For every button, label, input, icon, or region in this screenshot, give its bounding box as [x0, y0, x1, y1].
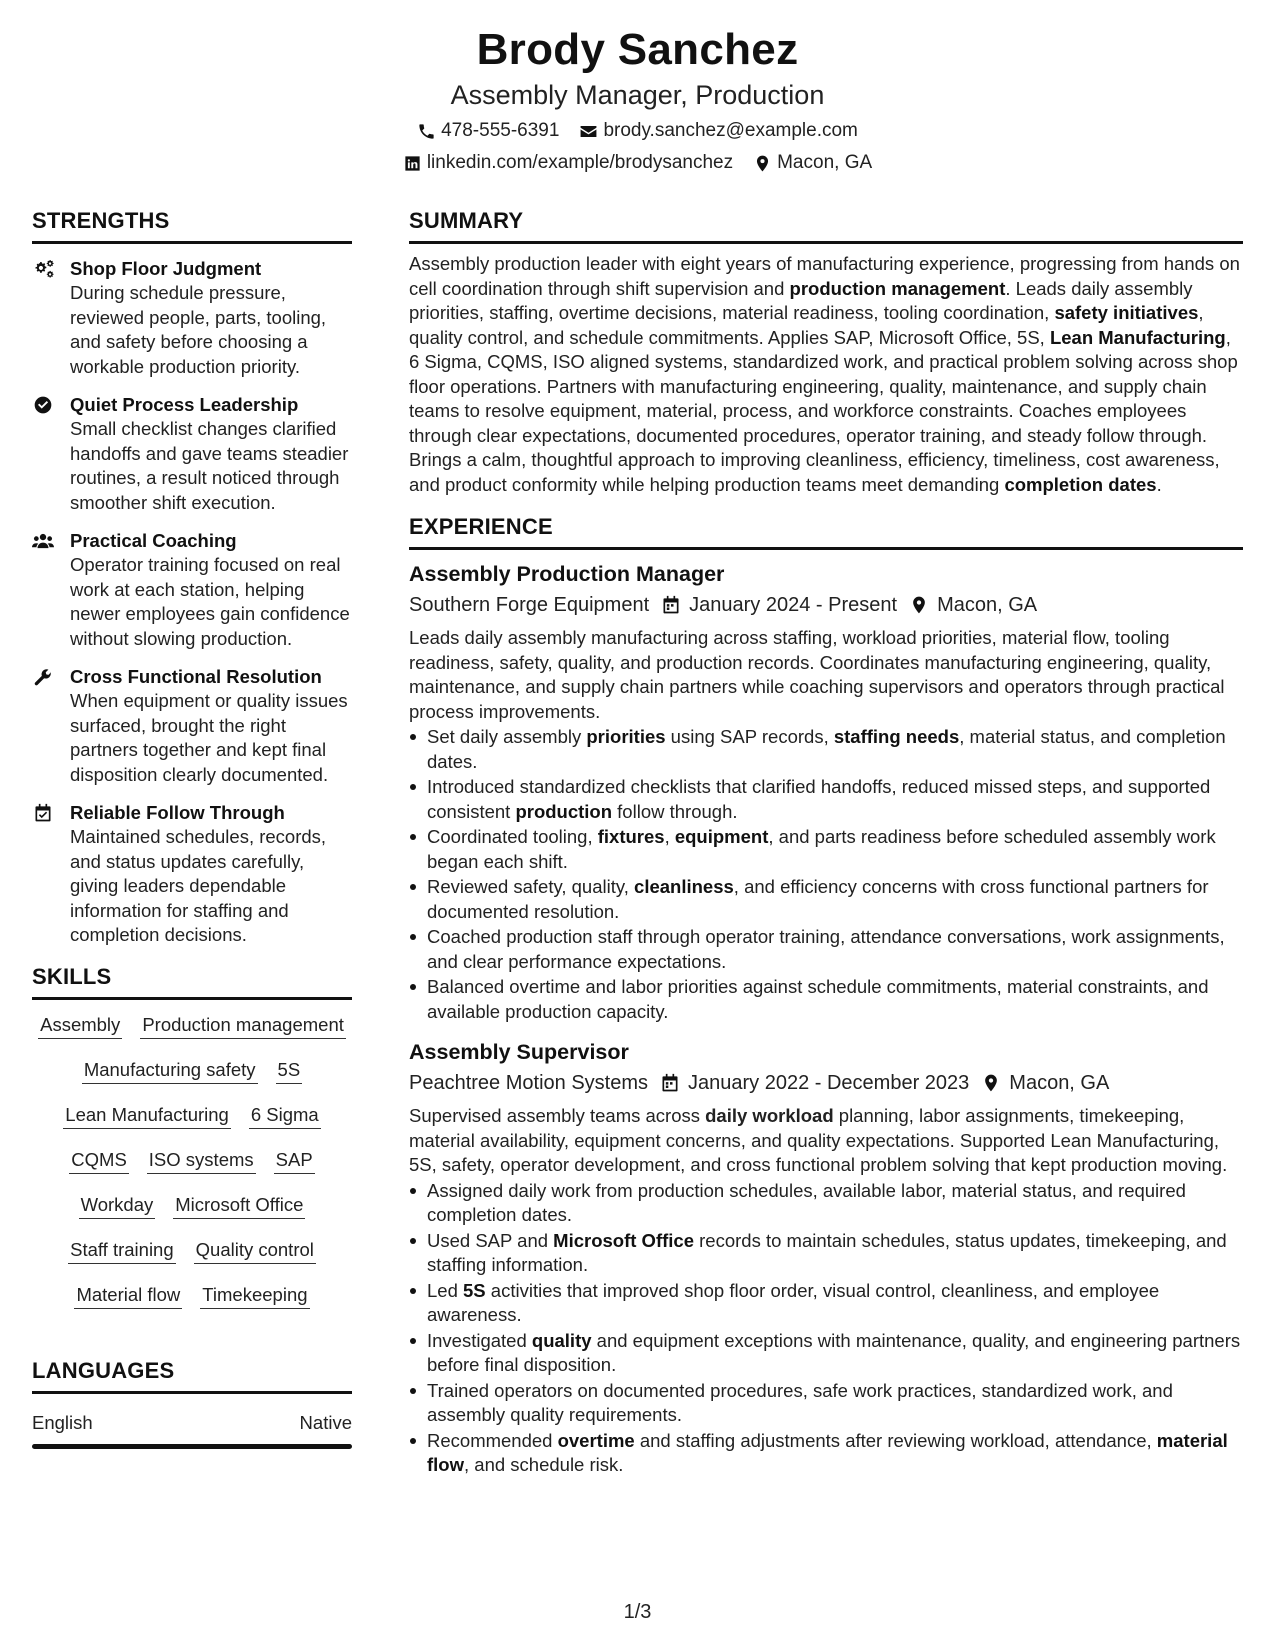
- text-run: Balanced overtime and labor priorities against schedule commitments, material constraints, and available production capacity.: [427, 976, 1209, 1022]
- bullet-item: [409, 1229, 1243, 1278]
- language-level-bar: [32, 1444, 352, 1449]
- email-text[interactable]: brody.sanchez@example.com: [603, 120, 858, 141]
- skill-tag: Lean Manufacturing: [63, 1104, 231, 1129]
- strength-item: [32, 800, 352, 948]
- linkedin-contact[interactable]: [403, 150, 733, 176]
- skill-tag: Manufacturing safety: [82, 1059, 258, 1084]
- bullet-item: [409, 1379, 1243, 1428]
- calendar-icon: [661, 595, 681, 615]
- job-bullets: [409, 725, 1243, 1024]
- job-location: Macon, GA: [1009, 1072, 1110, 1094]
- email-contact[interactable]: [579, 118, 857, 144]
- bold-keyword: Lean Manufacturing: [1049, 326, 1226, 348]
- bold-keyword: Microsoft Office: [553, 1229, 694, 1251]
- text-run: planning, labor assignments, timekeeping, material availability, equipment concerns, and quality expectations. Supported Lean Manufacturing, 5S, safety, operator development, and cross functional problem solving that kept production moving.: [409, 1105, 1228, 1175]
- skill-tag: Assembly: [38, 1014, 122, 1039]
- bullet-item: [409, 925, 1243, 974]
- bullet-item: [409, 825, 1243, 874]
- bullet-item: [409, 1179, 1243, 1228]
- linkedin-icon: [403, 154, 422, 173]
- job-description: [409, 1104, 1243, 1178]
- job-company: Peachtree Motion Systems: [409, 1072, 648, 1094]
- job-bullets: [409, 1179, 1243, 1478]
- map-pin-icon: [981, 1073, 1001, 1093]
- text-run: activities that improved shop floor order, visual control, cleanliness, and employee awareness.: [427, 1279, 1160, 1325]
- text-run: Led: [427, 1279, 464, 1301]
- text-run: using SAP records,: [665, 726, 834, 747]
- skill-tag: ISO systems: [147, 1149, 256, 1174]
- strength-title: Shop Floor Judgment: [70, 258, 262, 279]
- strength-item: [32, 392, 352, 515]
- text-run: Assigned daily work from production schedules, available labor, material status, and required completion dates.: [427, 1179, 1186, 1225]
- bold-keyword: 5S: [463, 1279, 486, 1301]
- skill-tag: 6 Sigma: [249, 1104, 321, 1129]
- resume-header: [0, 22, 1275, 176]
- job-location: Macon, GA: [937, 594, 1038, 616]
- text-run: Assembly production leader with eight years of manufacturing experience, progressing from hands on cell coordination through shift supervision and: [409, 253, 1240, 299]
- bold-keyword: completion dates: [1004, 473, 1157, 495]
- text-run: and equipment exceptions with maintenance, quality, and engineering partners before final disposition.: [427, 1329, 1241, 1375]
- right-column: [409, 205, 1243, 1478]
- strength-item: [32, 256, 352, 379]
- bold-keyword: daily workload: [705, 1105, 834, 1126]
- text-run: records to maintain schedules, status updates, timekeeping, and staffing information.: [427, 1229, 1227, 1275]
- language-name: English: [32, 1411, 93, 1433]
- strength-item: [32, 528, 352, 651]
- bullet-item: [409, 1429, 1243, 1478]
- skill-tag: SAP: [274, 1149, 315, 1174]
- candidate-name: Brody Sanchez: [476, 25, 799, 74]
- phone-contact: [417, 118, 559, 144]
- skill-tag: Microsoft Office: [173, 1194, 305, 1219]
- text-run: .: [1156, 473, 1162, 495]
- strength-description: Operator training focused on real work at each station, helping newer employees gain confidence without slowing production.: [70, 554, 350, 649]
- text-run: Introduced standardized checklists that clarified handoffs, reduced missed steps, and supported consistent: [427, 776, 1211, 822]
- skills-section: [32, 961, 352, 1309]
- text-run: Used SAP and: [427, 1229, 554, 1251]
- skills-heading: SKILLS: [32, 961, 352, 1000]
- linkedin-text[interactable]: linkedin.com/example/brodysanchez: [426, 152, 734, 173]
- strength-item: [32, 664, 352, 787]
- map-pin-icon: [909, 595, 929, 615]
- bold-keyword: priorities: [586, 726, 666, 747]
- text-run: , material status, and completion dates.: [427, 726, 1226, 772]
- strength-title: Cross Functional Resolution: [70, 666, 322, 687]
- text-run: , 6 Sigma, CQMS, ISO aligned systems, standardized work, and practical problem solving across shop floor operations. Partners with manufacturing engineering, quality, maintenance, and supply chain teams to resolve equipment, material, process, and workforce constraints. Coaches employees through clear expectations, documented procedures, operator training, and steady follow through. Brings a calm, thoughtful approach to improving cleanliness, efficiency, timeliness, cost awareness, and product conformity while helping production teams meet demanding: [409, 326, 1238, 495]
- bold-keyword: quality: [531, 1329, 592, 1351]
- text-run: Coached production staff through operator training, attendance conversations, work assignments, and clear performance expectations.: [427, 926, 1225, 972]
- location-contact: [753, 150, 872, 176]
- text-run: , and schedule risk.: [464, 1454, 624, 1475]
- strengths-list: [32, 256, 352, 948]
- strength-description: Maintained schedules, records, and status updates carefully, giving leaders dependable information for staffing and completion decisions.: [70, 826, 327, 945]
- text-run: , and efficiency concerns with cross functional partners for documented resolution.: [427, 876, 1209, 922]
- bold-keyword: material flow: [427, 1429, 1228, 1475]
- bold-keyword: fixtures: [597, 826, 665, 847]
- summary-heading: SUMMARY: [409, 205, 1243, 244]
- text-run: Set daily assembly: [427, 726, 587, 747]
- strength-description: Small checklist changes clarified handoffs and gave teams steadier routines, a result noticed through smoother shift execution.: [70, 418, 349, 513]
- job-dates: January 2022 - December 2023: [688, 1072, 970, 1094]
- bold-keyword: safety initiatives: [1054, 302, 1199, 323]
- text-run: Leads daily assembly manufacturing across staffing, workload priorities, material flow, tooling readiness, safety, quality, and production records. Coordinates manufacturing engineering, quality, maintenance, and supply chain partners while coaching supervisors and operators through practical process improvements.: [409, 627, 1225, 722]
- bullet-item: [409, 875, 1243, 924]
- strength-title: Quiet Process Leadership: [70, 394, 299, 415]
- text-run: Investigated: [427, 1329, 532, 1351]
- bold-keyword: production management: [789, 277, 1006, 299]
- bold-keyword: cleanliness: [634, 876, 734, 897]
- languages-section: [32, 1355, 352, 1449]
- map-pin-icon: [753, 154, 772, 173]
- contact-row-1: [0, 118, 1275, 144]
- job-dates: January 2024 - Present: [689, 594, 898, 616]
- text-run: Trained operators on documented procedures, safe work practices, standardized work, and assembly quality requirements.: [427, 1379, 1173, 1425]
- phone-icon: [417, 122, 436, 141]
- strength-title: Practical Coaching: [70, 530, 237, 551]
- skill-tag: Quality control: [194, 1239, 316, 1264]
- left-column: [32, 205, 352, 1449]
- text-run: and staffing adjustments after reviewing workload, attendance,: [634, 1429, 1157, 1451]
- skill-tag: Timekeeping: [200, 1284, 309, 1309]
- job-entry: [409, 1038, 1243, 1478]
- skill-tag: Production management: [140, 1014, 346, 1039]
- strength-title: Reliable Follow Through: [70, 802, 285, 823]
- languages-heading: LANGUAGES: [32, 1355, 352, 1394]
- calendar-check-icon: [32, 803, 54, 823]
- strength-description: During schedule pressure, reviewed people, parts, tooling, and safety before choosing a workable production priority.: [70, 282, 327, 377]
- bullet-item: [409, 1279, 1243, 1328]
- envelope-icon: [579, 122, 598, 141]
- job-title: Assembly Production Manager: [409, 562, 725, 586]
- bold-keyword: equipment: [674, 826, 769, 847]
- skill-tag: Staff training: [68, 1239, 176, 1264]
- skill-tag: 5S: [276, 1059, 303, 1084]
- skill-tag: Material flow: [74, 1284, 182, 1309]
- text-run: , quality control, and schedule commitments. Applies SAP, Microsoft Office, 5S,: [409, 302, 1204, 348]
- job-meta: [409, 590, 1243, 620]
- text-run: Recommended: [427, 1429, 558, 1451]
- contact-row-2: [0, 150, 1275, 176]
- page-number: 1/3: [623, 1601, 652, 1623]
- job-entry: [409, 560, 1243, 1024]
- language-level: Native: [299, 1411, 352, 1433]
- strengths-heading: STRENGTHS: [32, 205, 352, 244]
- text-run: . Leads daily assembly priorities, staffing, overtime decisions, material readiness, tooling coordination,: [409, 277, 1193, 323]
- job-title: Assembly Supervisor: [409, 1040, 629, 1064]
- location-text: Macon, GA: [777, 152, 873, 173]
- bold-keyword: overtime: [557, 1429, 635, 1451]
- bullet-item: [409, 775, 1243, 824]
- language-row: [32, 1410, 352, 1436]
- bold-keyword: production: [515, 800, 613, 822]
- users-icon: [32, 531, 54, 551]
- text-run: , and parts readiness before scheduled assembly work began each shift.: [427, 826, 1216, 872]
- summary-text: [409, 252, 1243, 497]
- calendar-icon: [660, 1073, 680, 1093]
- phone-text: 478-555-6391: [441, 120, 560, 141]
- job-description: [409, 626, 1243, 724]
- text-run: follow through.: [612, 800, 738, 822]
- experience-section: [409, 511, 1243, 1478]
- bullet-item: [409, 1329, 1243, 1378]
- text-run: Reviewed safety, quality,: [427, 876, 635, 897]
- job-company: Southern Forge Equipment: [409, 594, 650, 616]
- skill-tag: CQMS: [69, 1149, 129, 1174]
- text-run: ,: [664, 826, 675, 847]
- bold-keyword: staffing needs: [833, 726, 960, 747]
- wrench-icon: [32, 667, 54, 687]
- text-run: Supervised assembly teams across: [409, 1105, 706, 1126]
- bullet-item: [409, 975, 1243, 1024]
- text-run: Coordinated tooling,: [427, 826, 598, 847]
- job-meta: [409, 1068, 1243, 1098]
- experience-heading: EXPERIENCE: [409, 511, 1243, 550]
- strength-description: When equipment or quality issues surfaced, brought the right partners together and kept final disposition clearly documented.: [70, 690, 348, 785]
- gears-icon: [32, 259, 54, 279]
- bullet-item: [409, 725, 1243, 774]
- candidate-title: Assembly Manager, Production: [450, 80, 825, 110]
- check-circle-icon: [32, 395, 54, 415]
- skills-list: [32, 1014, 352, 1309]
- skill-tag: Workday: [79, 1194, 156, 1219]
